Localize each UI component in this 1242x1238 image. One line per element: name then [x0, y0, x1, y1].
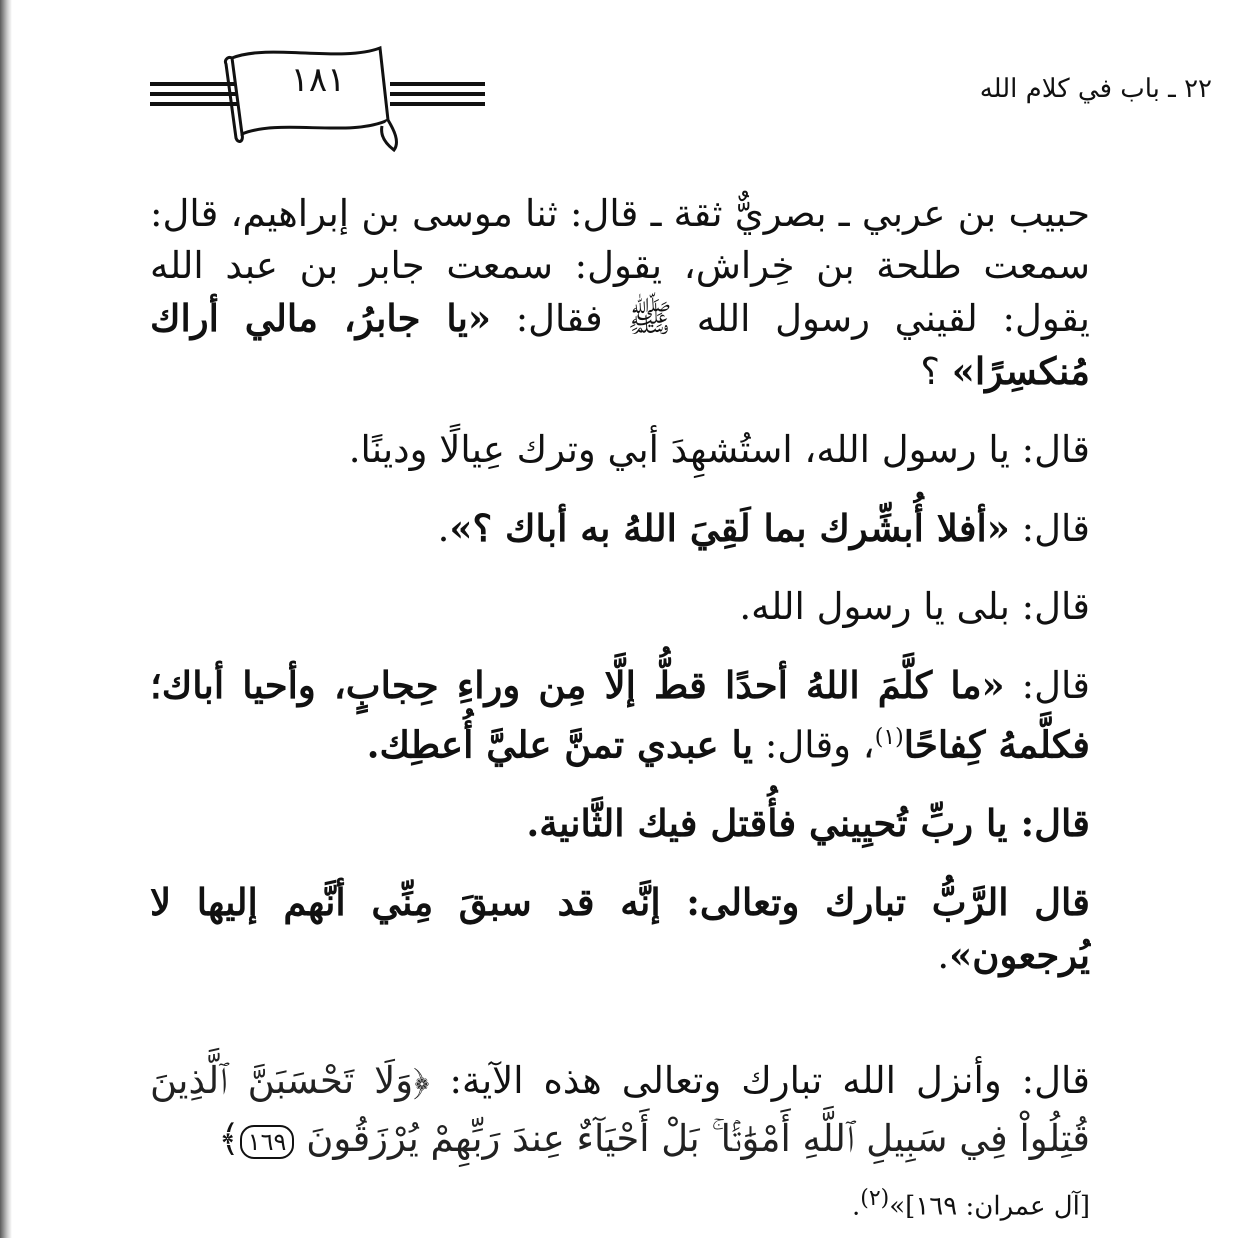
quran-verse-block	[150, 1052, 1090, 1168]
paragraph-3-quote: «أفلا أُبشِّرك بما لَقِيَ اللهُ به أباك ؟»	[449, 506, 1010, 550]
paragraph-6-quote: يا ربِّ تُحيِيني فأُقتل فيك الثَّانية.	[526, 801, 1008, 846]
paragraph-3	[150, 502, 1090, 555]
page-header	[0, 30, 1242, 160]
paragraph-7	[150, 876, 1090, 982]
paragraph-4: قال: بلى يا رسول الله.	[739, 585, 1090, 628]
paragraph-3-label: قال:	[1009, 507, 1090, 550]
paragraph-6-label: قال:	[1007, 801, 1090, 846]
paragraph-6	[150, 797, 1090, 850]
paragraph-5-quote-a: «ما كلَّمَ اللهُ أحدًا قطُّ إلَّا مِن وراءِ حِجابٍ، وأحيا أباك؛ فكلَّمهُ كِفاحًا	[150, 663, 1090, 767]
paragraph-1	[150, 188, 1090, 398]
paragraph-5-quote-b: يا عبدي تمنَّ عليَّ أُعطِك.	[366, 722, 754, 767]
citation-end: .	[851, 1191, 861, 1222]
main-text	[150, 188, 1090, 982]
footnote-marker-1: (١)	[874, 725, 904, 750]
paragraph-1-text: حبيب بن عربي ـ بصريٌّ ثقة ـ قال: ثنا موسى بن إبراهيم، قال: سمعت طلحة بن خِراش، يقول: سمعت جابر بن عبد الله يقول: لقيني رسول الله ﷺ فقال:	[150, 192, 1090, 340]
ayah-number: ١٦٩	[240, 1125, 295, 1159]
paragraph-7-a: قال الرَّبُّ تبارك وتعالى:	[660, 880, 1090, 925]
paragraph-1-quote: «يا جابرُ، مالي أراك مُنكسِرًا»	[150, 296, 1090, 393]
quran-citation	[852, 1186, 1090, 1222]
footnote-marker-2: (٢)	[860, 1186, 890, 1211]
quran-verse: ﴿وَلَا تَحْسَبَنَّ ٱلَّذِينَ قُتِلُواْ فِي سَبِيلِ ٱللَّهِ أَمْوَٰتَۢا ۚ بَلْ أَحْيَآءٌ عِندَ رَبِّهِمْ يُرْزَقُونَ	[150, 1059, 1090, 1160]
paragraph-3-end: .	[437, 507, 450, 550]
citation-text: [آل عمران: ١٦٩]»	[889, 1191, 1090, 1222]
paragraph-2: قال: يا رسول الله، استُشهِدَ أبي وترك عِيالًا ودينًا.	[348, 428, 1090, 471]
paragraph-7-b: إنَّه قد سبقَ مِنِّي أنَّهم إليها لا يُرجعون»	[150, 880, 1090, 978]
page-edge-shadow	[0, 0, 12, 1238]
paragraph-5	[150, 659, 1090, 771]
paragraph-1-end: ؟	[920, 350, 952, 393]
paragraph-5-label: قال:	[1004, 664, 1090, 707]
page-number: ١٨١	[290, 60, 346, 100]
paragraph-5-mid: ، وقال:	[753, 723, 875, 767]
chapter-title: ٢٢ ـ باب في كلام الله	[979, 74, 1212, 104]
paragraph-7-end: .	[937, 934, 950, 978]
quran-intro: قال: وأنزل الله تبارك وتعالى هذه الآية:	[429, 1059, 1090, 1102]
quran-verse-close: ﴾	[218, 1117, 240, 1160]
page-number-banner-icon	[150, 38, 490, 168]
